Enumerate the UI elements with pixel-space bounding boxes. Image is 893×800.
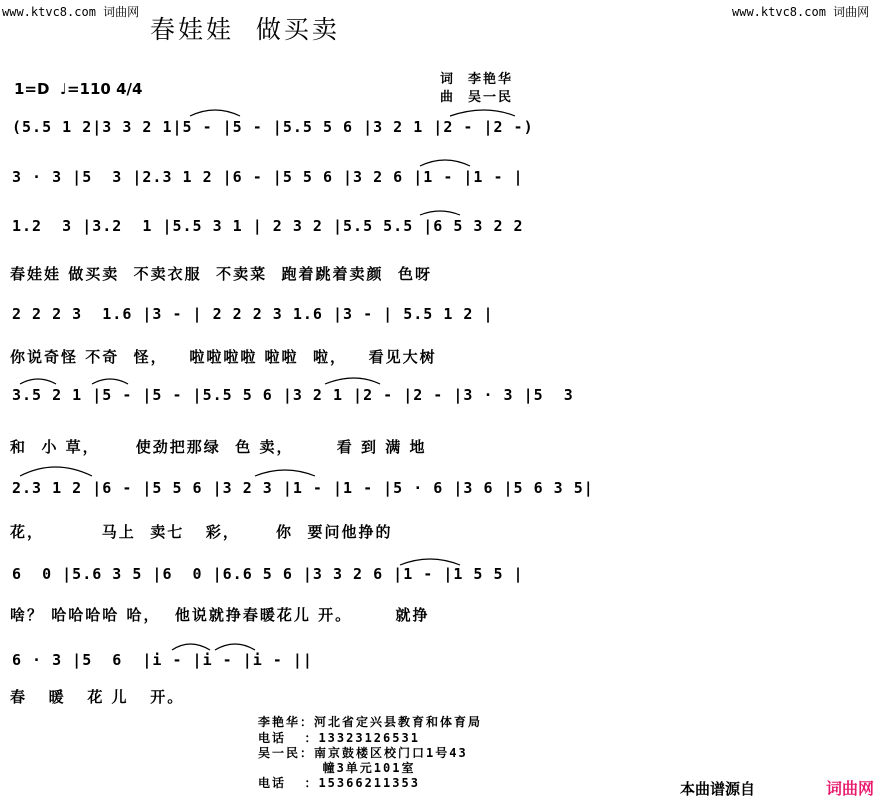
lyric-line-6: 春 暖 花 儿 开。 <box>10 688 185 706</box>
lyric-line-4: 花， 马上 卖七 彩， 你 要问他挣的 <box>10 523 393 541</box>
notation-line-6: 2.3 1 2 |6 - |5 5 6 |3 2 3 |1 - |1 - |5 · 6 |3 6 |5 6 3 5| <box>12 479 594 497</box>
contact-line-2: 电话 ：13323126531 <box>258 731 420 745</box>
key-tempo-signature: 1=D ♩=110 4/4 <box>14 80 143 98</box>
lyric-line-1: 春娃娃 做买卖 不卖衣服 不卖菜 跑着跳着卖颜 色呀 <box>10 265 433 283</box>
contact-line-1: 李艳华：河北省定兴县教育和体育局 <box>258 715 483 729</box>
watermark-left: www.ktvc8.com 词曲网 <box>2 5 140 19</box>
notation-line-8: 6 · 3 |5 6 |i - |i - |i - || <box>12 651 313 669</box>
notation-line-2: 3 · 3 |5 3 |2.3 1 2 |6 - |5 5 6 |3 2 6 |1 - |1 - | <box>12 168 524 186</box>
lyric-line-3: 和 小 草， 使劲把那绿 色 卖， 看 到 满 地 <box>10 438 427 456</box>
contact-line-5: 电话 ：15366211353 <box>258 776 420 790</box>
contact-line-4: 幢3单元101室 <box>258 761 416 775</box>
notation-line-3: 1.2 3 |3.2 1 |5.5 3 1 | 2 3 2 |5.5 5.5 |6 5 3 2 2 <box>12 217 524 235</box>
lyric-line-2: 你说奇怪 不奇 怪， 啦啦啦啦 啦啦 啦， 看见大树 <box>10 348 437 366</box>
source-label: 本曲谱源自 <box>680 780 756 798</box>
composer-credit: 曲 吴一民 <box>440 90 514 105</box>
lyricist-credit: 词 李艳华 <box>440 72 514 87</box>
site-logo[interactable]: 词曲网 <box>826 779 875 798</box>
song-title: 春娃娃 做买卖 <box>150 15 340 44</box>
notation-line-5: 3.5 2 1 |5 - |5 - |5.5 5 6 |3 2 1 |2 - |2 - |3 · 3 |5 3 <box>12 386 574 404</box>
notation-line-4: 2 2 2 3 1.6 |3 - | 2 2 2 3 1.6 |3 - | 5.5 1 2 | <box>12 305 494 323</box>
watermark-right: www.ktvc8.com 词曲网 <box>732 5 870 19</box>
lyric-line-5: 啥？ 哈哈哈哈 哈， 他说就挣春暖花儿 开。 就挣 <box>10 606 430 624</box>
notation-line-7: 6 0 |5.6 3 5 |6 0 |6.6 5 6 |3 3 2 6 |1 - |1 5 5 | <box>12 565 524 583</box>
notation-line-1: (5.5 1 2|3 3 2 1|5 - |5 - |5.5 5 6 |3 2 1 |2 - |2 -) <box>12 118 534 136</box>
contact-line-3: 吴一民：南京鼓楼区校门口1号43 <box>258 746 468 760</box>
